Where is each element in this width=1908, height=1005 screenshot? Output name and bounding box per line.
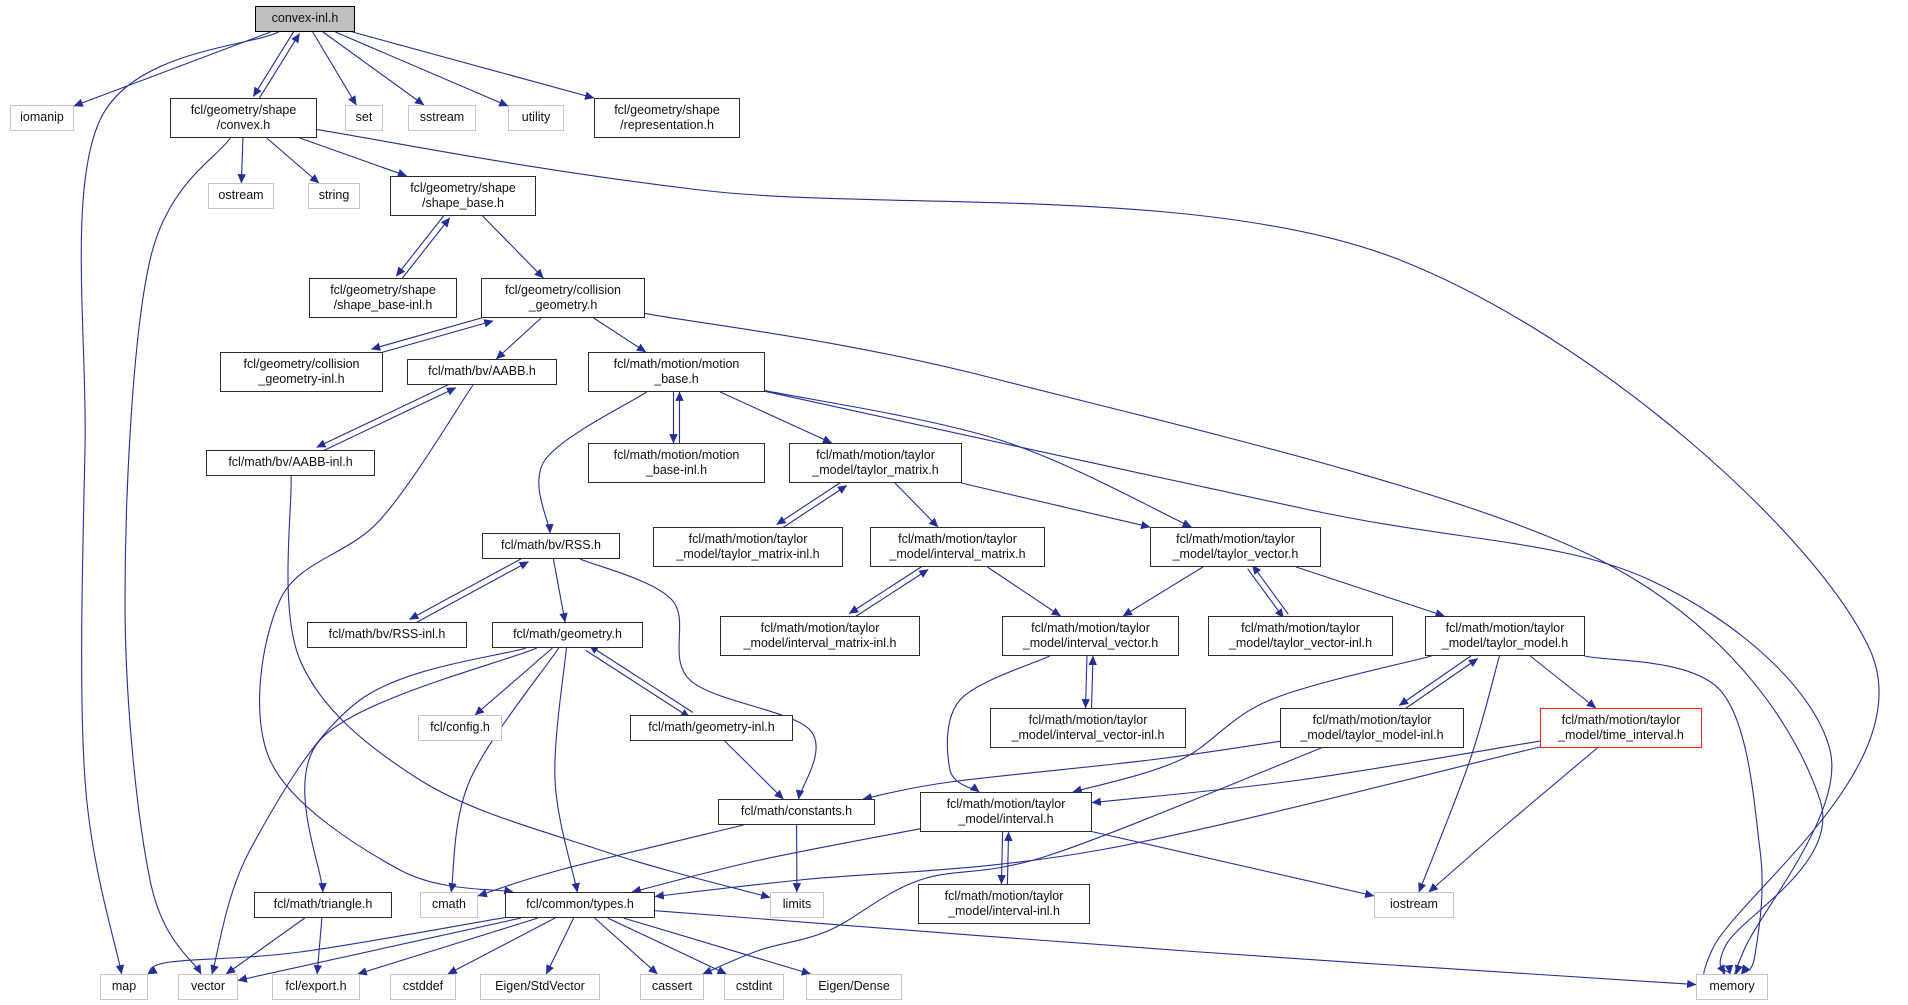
edge-collision_geometry-to-motion_base [594, 318, 646, 352]
node-label-line: _geometry-inl.h [258, 372, 345, 386]
node-label-line: fcl/math/bv/AABB.h [428, 364, 536, 379]
node-label-line: fcl/math/motion/motion [613, 356, 740, 371]
node-label-line: fcl/math/motion/taylor [1028, 712, 1148, 727]
node-shape_base[interactable] [390, 176, 536, 216]
edge-convex_inl-to-iomanip [74, 32, 271, 106]
node-label-line: _model/interval_vector-inl.h [1011, 728, 1165, 742]
node-convex_inl [255, 6, 355, 32]
edge-interval_matrix-to-interval_matrix_inl [849, 565, 925, 614]
node-label-line: _model/taylor_matrix.h [812, 463, 939, 477]
node-label-line: fcl/math/geometry-inl.h [648, 720, 775, 735]
node-label-line: string [318, 188, 350, 203]
edge-convex_h-to-ostream [241, 138, 243, 183]
edge-rss_inl-to-rss [412, 562, 528, 625]
node-label-line: fcl/math/motion/taylor [1176, 531, 1295, 546]
node-map [100, 974, 148, 1000]
edge-types-to-export [358, 918, 538, 974]
node-label-line: _model/taylor_model-inl.h [1300, 728, 1444, 742]
node-label-line: fcl/geometry/shape [330, 282, 436, 297]
edge-taylor_matrix-to-interval_matrix [895, 483, 938, 527]
node-label-line: _model/taylor_vector.h [1172, 547, 1299, 561]
edge-interval_vector_inl-to-interval_vector [1092, 656, 1094, 708]
node-taylor_model[interactable] [1425, 616, 1585, 656]
node-label-line: fcl/math/motion/taylor [688, 531, 808, 546]
edge-triangle-to-export [317, 918, 322, 974]
edge-convex_inl-to-set [313, 32, 357, 105]
node-sstream [408, 105, 476, 131]
node-label-line: vector [190, 979, 226, 994]
edge-rss-to-constants [580, 559, 816, 799]
node-set [345, 105, 383, 131]
edge-convex_inl-to-map [81, 32, 278, 974]
edge-geometry_h-to-types [555, 648, 578, 892]
node-label-line: fcl/math/triangle.h [273, 897, 373, 912]
node-label-line: fcl/geometry/shape [410, 180, 516, 195]
node-interval_inl[interactable] [918, 884, 1090, 924]
node-label-line: memory [1709, 979, 1755, 994]
edge-geometry_h-to-triangle [305, 648, 537, 892]
node-export [272, 974, 360, 1000]
node-label-line: _model/interval_vector.h [1022, 636, 1159, 650]
node-label-line: _geometry.h [528, 298, 598, 312]
node-cmath [420, 892, 478, 918]
node-taylor_vector[interactable] [1150, 527, 1321, 567]
node-label-line: /shape_base.h [421, 196, 504, 210]
node-collision_geometry[interactable] [481, 278, 645, 318]
node-label-line: iomanip [20, 110, 64, 125]
node-label-line: _model/time_interval.h [1558, 728, 1684, 742]
node-cstdint [724, 974, 784, 1000]
node-label-line: fcl/geometry/shape [190, 102, 297, 117]
edge-taylor_matrix-to-taylor_matrix_inl [777, 481, 844, 525]
node-label-line: ostream [218, 188, 264, 203]
edge-types-to-cstddef [448, 918, 555, 974]
node-label-line: _model/interval_matrix-inl.h [743, 636, 897, 650]
edge-collision_geometry_inl-to-collision_geometry [373, 321, 493, 355]
node-label-line: _model/taylor_matrix-inl.h [676, 547, 820, 561]
node-types[interactable] [505, 892, 655, 918]
edge-triangle-to-vector [226, 918, 305, 974]
edge-taylor_model-to-time_interval [1530, 656, 1596, 708]
node-eigen_stdvector [480, 974, 600, 1000]
edge-shape_base-to-collision_geometry [483, 216, 544, 278]
edge-interval_h-to-iostream [1092, 832, 1374, 896]
node-interval_vector_inl[interactable] [990, 708, 1186, 748]
edge-interval_inl-to-interval_h [1007, 832, 1008, 884]
node-config [418, 715, 502, 741]
node-aabb[interactable] [407, 359, 557, 385]
edge-rss-to-geometry_h [553, 559, 565, 622]
node-label-line: fcl/config.h [430, 720, 490, 735]
node-label-line: fcl/math/motion/taylor [1241, 620, 1360, 635]
node-motion_base[interactable] [588, 352, 765, 392]
node-utility [508, 105, 564, 131]
node-label-line: fcl/math/motion/taylor [1445, 620, 1565, 635]
edge-convex_h-to-string [267, 138, 319, 183]
edge-taylor_vector-to-interval_vector [1123, 567, 1203, 616]
node-interval_vector[interactable] [1002, 616, 1179, 656]
node-label-line: fcl/geometry/collision [504, 282, 621, 297]
node-string [308, 183, 360, 209]
edge-geometry_inl-to-geometry_h [589, 646, 693, 713]
node-label-line: cstdint [735, 979, 773, 994]
node-taylor_matrix_inl[interactable] [653, 527, 843, 567]
edge-interval_vector-to-interval_vector_inl [1086, 656, 1088, 708]
edge-taylor_model_inl-to-taylor_model [1403, 659, 1478, 711]
node-label-line: _base-inl.h [645, 463, 708, 477]
node-label-line: cstddef [402, 979, 444, 994]
node-label-line: cmath [431, 897, 467, 912]
node-label-line: _base.h [654, 372, 699, 386]
node-label-line: fcl/math/motion/taylor [1312, 712, 1432, 727]
edge-convex_h-to-convex_inl [259, 34, 300, 100]
node-label-line: Eigen/StdVector [495, 979, 585, 994]
node-taylor_vector_inl[interactable] [1208, 616, 1393, 656]
node-label-line: fcl/common/types.h [526, 897, 634, 912]
edge-taylor_vector-to-taylor_model [1296, 567, 1444, 616]
node-rss_inl[interactable] [307, 622, 467, 648]
node-interval_matrix_inl[interactable] [720, 616, 920, 656]
node-rss[interactable] [482, 533, 620, 559]
edge-constants-to-cmath [478, 825, 744, 896]
node-time_interval[interactable] [1540, 708, 1702, 748]
node-label-line: /convex.h [216, 118, 271, 132]
edge-convex_inl-to-utility [335, 32, 508, 106]
node-taylor_model_inl[interactable] [1280, 708, 1464, 748]
node-label-line: convex-inl.h [271, 11, 339, 26]
node-label-line: _model/taylor_model.h [1441, 636, 1569, 650]
node-label-line: _model/interval-inl.h [948, 904, 1060, 918]
node-label-line: Eigen/Dense [818, 979, 890, 994]
node-label-line: fcl/math/bv/RSS-inl.h [328, 627, 446, 642]
edge-geometry_h-to-config [475, 648, 553, 715]
node-taylor_matrix[interactable] [789, 443, 962, 483]
node-label-line: utility [521, 110, 551, 125]
node-ostream [208, 183, 274, 209]
edge-collision_geometry-to-collision_geometry_inl [371, 315, 491, 349]
edge-rss-to-rss_inl [410, 556, 526, 619]
node-label-line: limits [782, 897, 812, 912]
edge-types-to-map [148, 918, 505, 974]
node-vector [178, 974, 238, 1000]
edge-shape_base-to-shape_base_inl [396, 214, 445, 276]
node-label-line: fcl/math/motion/taylor [1031, 620, 1150, 635]
node-label-line: fcl/geometry/collision [243, 356, 360, 371]
node-cstddef [390, 974, 456, 1000]
node-label-line: fcl/math/motion/motion [613, 447, 740, 462]
node-iomanip [10, 105, 74, 131]
node-label-line: iostream [1390, 897, 1438, 912]
node-label-line: fcl/math/motion/taylor [898, 531, 1017, 546]
node-label-line: fcl/math/geometry.h [513, 627, 622, 642]
edge-interval_h-to-interval_inl [1001, 832, 1002, 884]
edge-types-to-vector [238, 918, 521, 980]
edge-convex_inl-to-representation [353, 32, 595, 98]
edge-geometry_inl-to-constants [725, 741, 784, 799]
edge-convex_h-to-shape_base [300, 138, 407, 176]
node-shape_base_inl[interactable] [309, 278, 457, 318]
node-label-line: fcl/math/motion/taylor [816, 447, 935, 462]
edge-taylor_vector-to-taylor_vector_inl [1248, 569, 1284, 618]
node-eigen_dense [806, 974, 902, 1000]
node-memory [1696, 974, 1768, 1000]
node-label-line: map [111, 979, 137, 994]
edge-types-to-eigen_dense [623, 918, 810, 974]
edge-time_interval-to-iostream [1429, 748, 1597, 892]
edge-geometry_h-to-geometry_inl [586, 651, 690, 718]
node-label-line: _model/taylor_vector-inl.h [1228, 636, 1373, 650]
edge-interval_matrix-to-interval_vector [987, 567, 1060, 616]
node-representation[interactable] [594, 98, 740, 138]
edge-taylor_model-to-memory [1585, 656, 1763, 974]
node-label-line: /shape_base-inl.h [333, 298, 433, 312]
edge-aabb-to-aabb_inl [317, 382, 454, 447]
edge-taylor_matrix_inl-to-taylor_matrix [780, 486, 847, 530]
node-triangle[interactable] [254, 892, 392, 918]
node-constants[interactable] [718, 799, 875, 825]
node-geometry_inl[interactable] [630, 715, 793, 741]
node-motion_base_inl[interactable] [588, 443, 765, 483]
node-cassert [640, 974, 704, 1000]
node-label-line: fcl/math/bv/RSS.h [500, 538, 602, 553]
node-convex_h[interactable] [170, 98, 317, 138]
edge-shape_base_inl-to-shape_base [401, 218, 450, 280]
node-label-line: sstream [419, 110, 465, 125]
node-limits [770, 892, 824, 918]
edge-taylor_model_inl-to-cassert [703, 748, 1321, 974]
node-label-line: fcl/math/motion/taylor [944, 888, 1064, 903]
node-label-line: fcl/math/motion/taylor [1561, 712, 1681, 727]
node-label-line: fcl/math/bv/AABB-inl.h [228, 455, 353, 470]
edge-types-to-eigen_stdvector [546, 918, 573, 974]
edge-taylor_vector_inl-to-taylor_vector [1253, 565, 1289, 614]
edge-taylor_matrix-to-taylor_vector [961, 483, 1150, 527]
edge-convex_h-to-vector [125, 138, 230, 974]
edge-geometry_h-to-cmath [451, 648, 559, 892]
edge-convex_inl-to-sstream [323, 32, 424, 105]
node-interval_h[interactable] [920, 792, 1092, 832]
node-label-line: _model/interval.h [958, 812, 1054, 826]
node-label-line: /representation.h [620, 118, 714, 132]
node-label-line: fcl/math/motion/taylor [946, 796, 1066, 811]
node-label-line: fcl/geometry/shape [614, 102, 720, 117]
node-label-line: fcl/export.h [285, 979, 347, 994]
node-label-line: fcl/math/constants.h [740, 804, 853, 819]
node-label-line: _model/interval_matrix.h [889, 547, 1026, 561]
node-aabb_inl[interactable] [206, 450, 375, 476]
node-label-line: set [355, 110, 373, 125]
node-collision_geometry_inl[interactable] [220, 352, 383, 392]
node-label-line: fcl/math/motion/taylor [760, 620, 880, 635]
node-label-line: cassert [651, 979, 693, 994]
node-interval_matrix[interactable] [870, 527, 1045, 567]
edge-collision_geometry-to-aabb [496, 318, 541, 359]
edge-interval_matrix_inl-to-interval_matrix [853, 570, 929, 619]
node-iostream [1374, 892, 1454, 918]
edge-convex_inl-to-convex_h [253, 30, 294, 96]
node-geometry_h[interactable] [492, 622, 643, 648]
